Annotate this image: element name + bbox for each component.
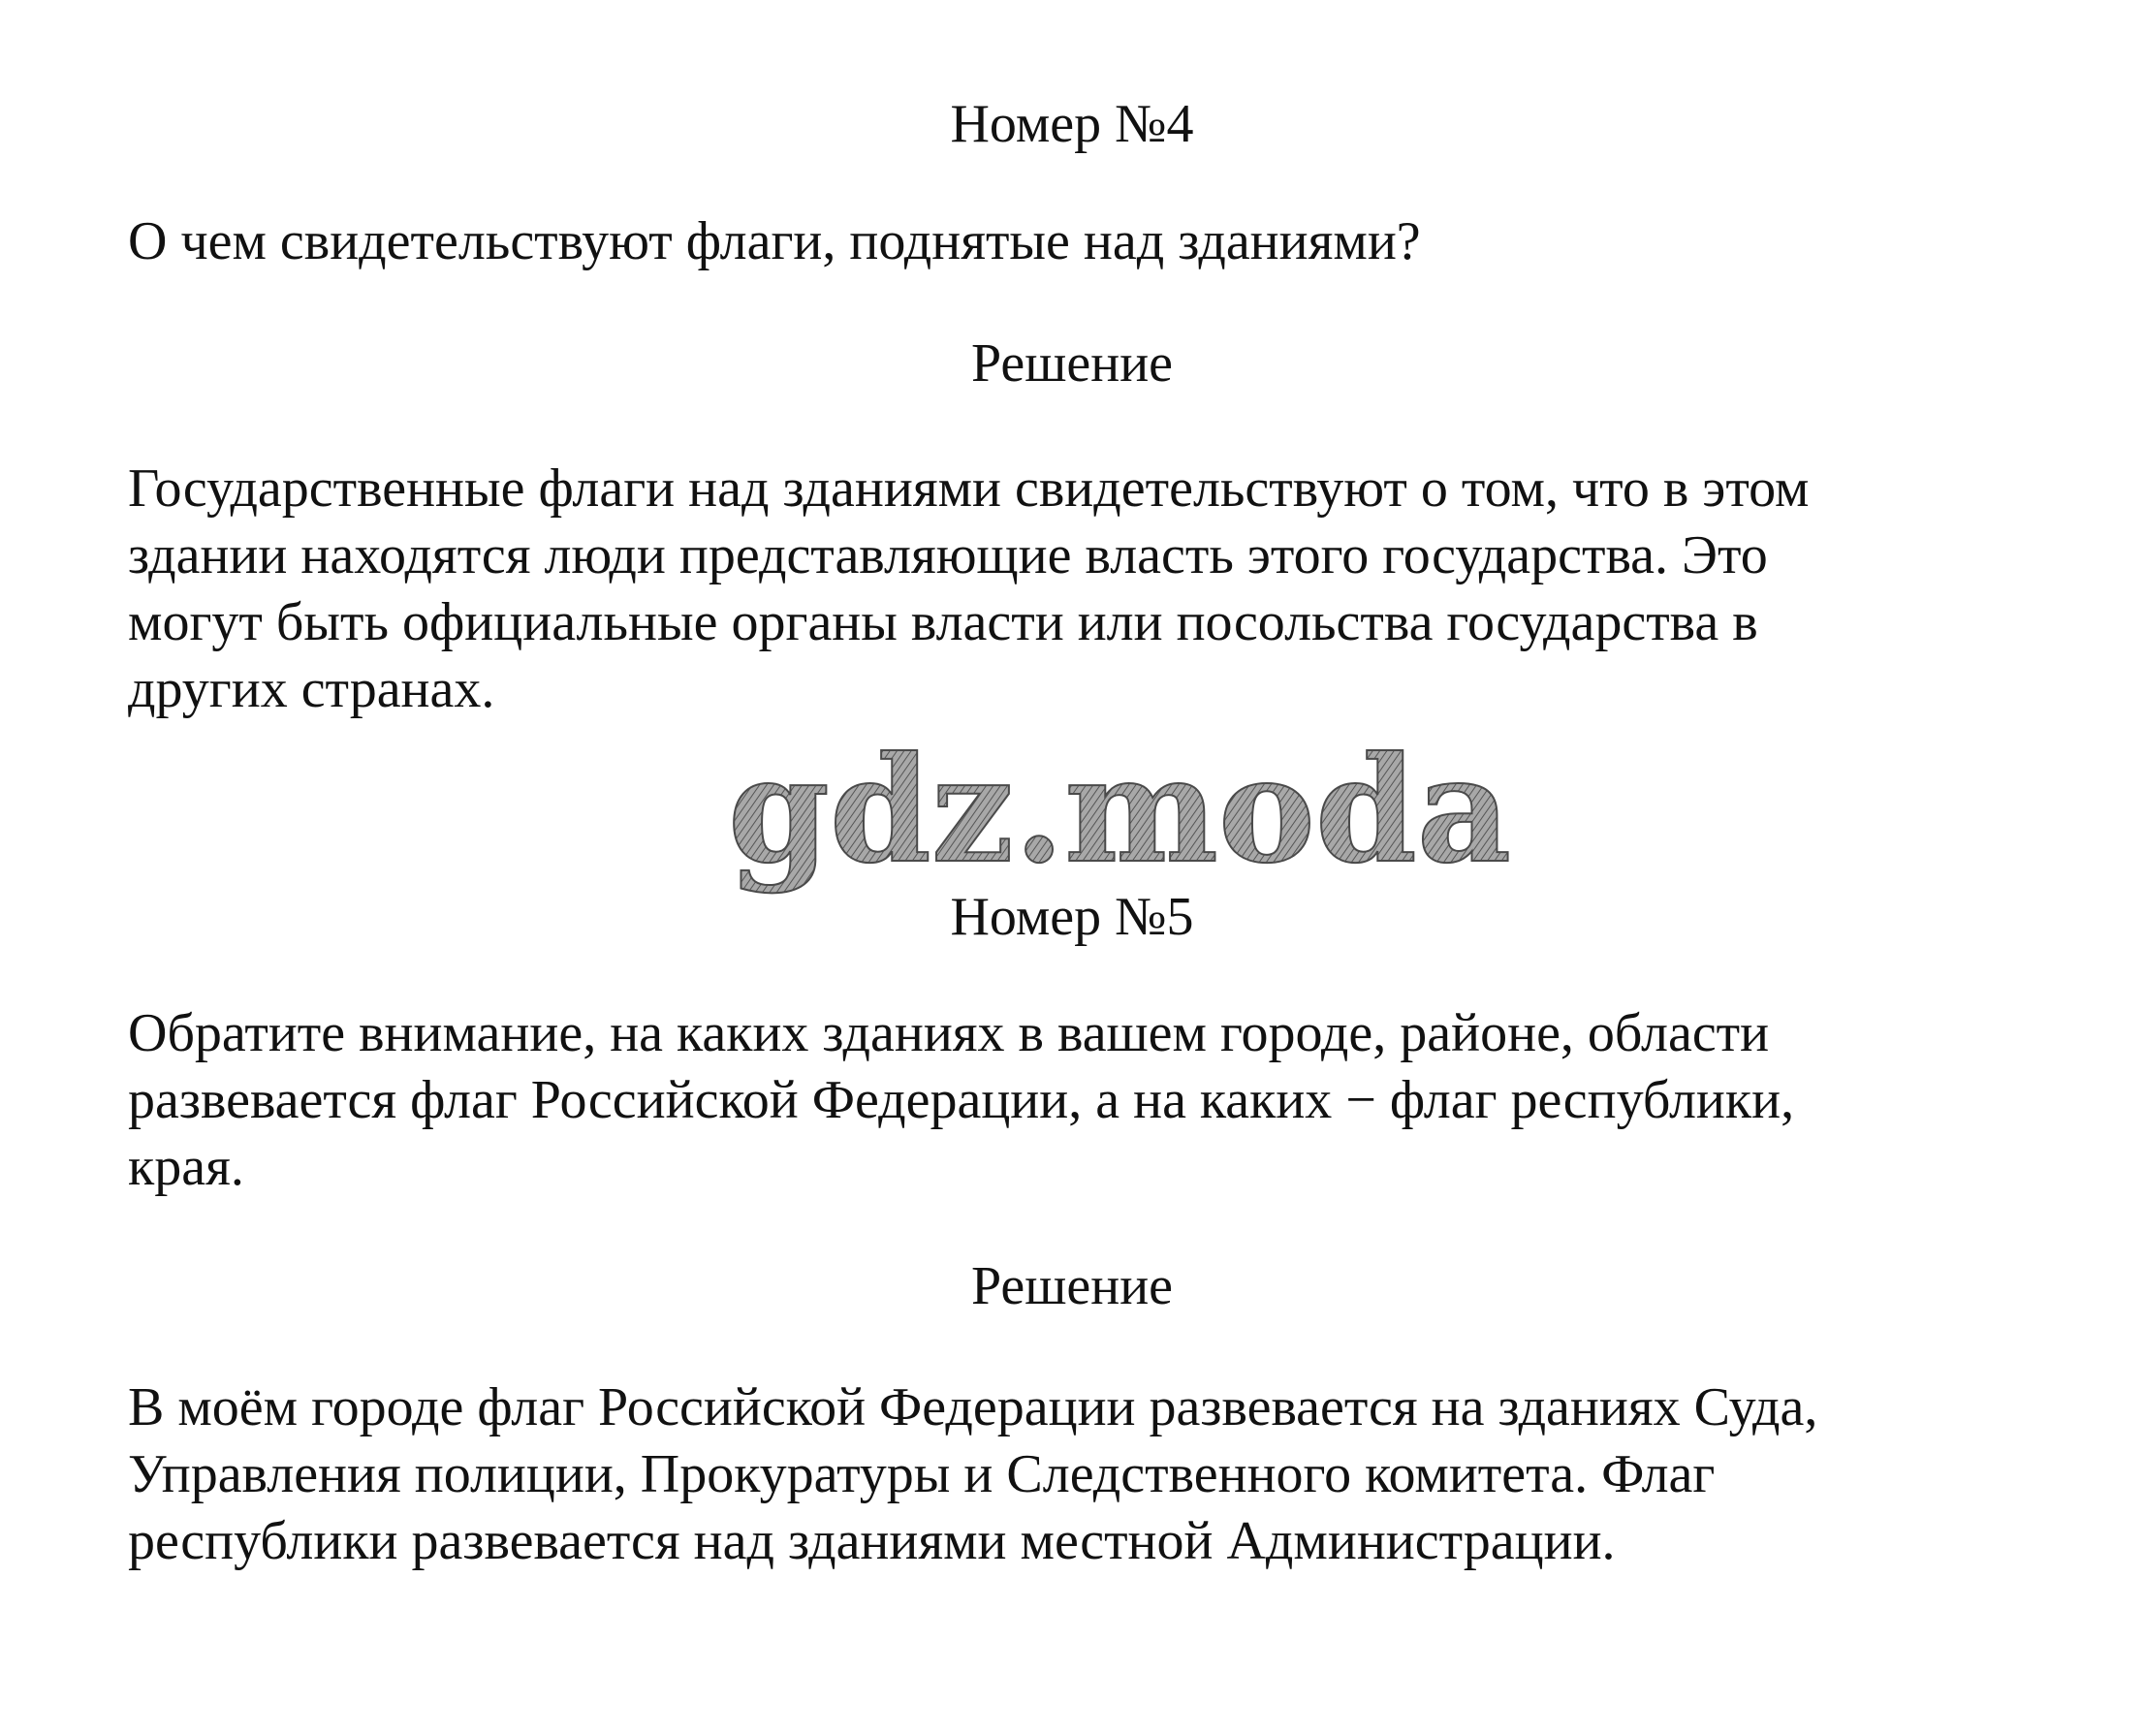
task-5-question xyxy=(128,1000,2057,1201)
answer-line: здании находятся люди представляющие власть этого государства. Это xyxy=(128,525,1768,585)
question-line: края. xyxy=(128,1137,244,1197)
question-line: развевается флаг Российской Федерации, а на каких − флаг республики, xyxy=(128,1070,1795,1130)
task-4-answer xyxy=(128,456,2057,723)
answer-line: Государственные флаги над зданиями свидетельствуют о том, что в этом xyxy=(128,458,1810,519)
answer-line: Управления полиции, Прокуратуры и Следственного комитета. Флаг xyxy=(128,1444,1716,1504)
task-4-solution-label: Решение xyxy=(970,333,1174,394)
watermark-text: gdz.moda xyxy=(728,725,1512,896)
task-5-solution-label: Решение xyxy=(970,1256,1174,1316)
task-5-heading: Номер №5 xyxy=(950,887,1194,947)
task-5-answer xyxy=(128,1374,2057,1575)
question-line: Обратите внимание, на каких зданиях в вашем городе, районе, области xyxy=(128,1003,1770,1063)
task-4-question xyxy=(128,208,2057,275)
answer-line: других странах. xyxy=(128,659,495,719)
task-4-question-text: О чем свидетельствуют флаги, поднятые над зданиями? xyxy=(128,211,1421,271)
answer-line: В моём городе флаг Российской Федерации развевается на зданиях Суда, xyxy=(128,1377,1818,1437)
task-4-heading: Номер №4 xyxy=(950,94,1194,154)
answer-line: республики развевается над зданиями местной Администрации. xyxy=(128,1511,1616,1571)
answer-line: могут быть официальные органы власти или посольства государства в xyxy=(128,592,1758,652)
